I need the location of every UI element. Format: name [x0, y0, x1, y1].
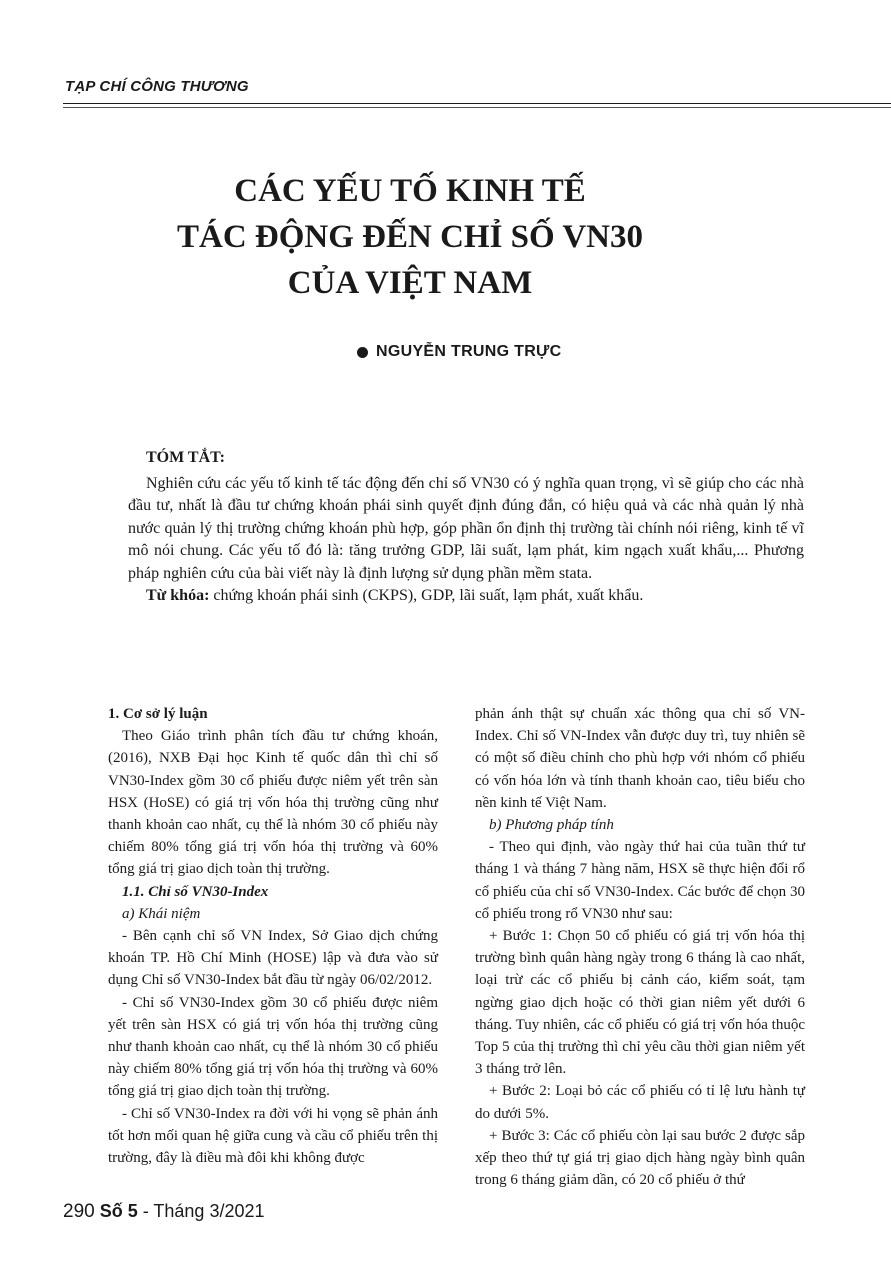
subsection-b-heading: b) Phương pháp tính: [489, 817, 614, 834]
paragraph: + Bước 3: Các cổ phiếu còn lại sau bước 2 được sắp xếp theo thứ tự giá trị giao dịch hàng ngày bình quân trong 6 tháng giảm dần, có 20 cổ phiếu ở thứ: [475, 1127, 805, 1189]
abstract-heading: TÓM TẮT:: [146, 449, 225, 466]
keywords-label: Từ khóa:: [146, 587, 210, 604]
page-number: 290: [63, 1201, 95, 1222]
paragraph: Theo Giáo trình phân tích đầu tư chứng khoán, (2016), NXB Đại học Kinh tế quốc dân thì chỉ số VN30-Index gồm 30 cổ phiếu được niêm yết trên sàn HSX (HoSE) có giá trị vốn hóa thị trường cũng như thanh khoản cao nhất, cụ thể là nhóm 30 cổ phiếu này chiếm 80% tổng giá trị vốn hóa thị trường và 60% tổng giá trị giao dịch toàn thị trường.: [108, 728, 438, 878]
title-line-1: CÁC YẾU TỐ KINH TẾ: [234, 173, 586, 209]
abstract: [128, 447, 804, 608]
bullet-icon: [357, 347, 368, 358]
subsection-a-heading: a) Khái niệm: [122, 905, 201, 922]
paragraph: + Bước 1: Chọn 50 cổ phiếu có giá trị vốn hóa thị trường bình quân hàng ngày trong 6 tháng là cao nhất, loại trừ các cổ phiếu bị cảnh cáo, kiểm soát, tạm ngừng giao dịch hoặc có thời gian niêm yết dưới 6 tháng. Tuy nhiên, các cổ phiếu có giá trị vốn hóa thuộc Top 5 của thị trường thì chỉ yêu cầu thời gian niêm yết 3 tháng trở lên.: [475, 928, 805, 1078]
issue-number: Số 5: [99, 1201, 138, 1221]
section-heading: 1. Cơ sở lý luận: [108, 706, 208, 722]
title-line-2: TÁC ĐỘNG ĐẾN CHỈ SỐ VN30: [176, 219, 644, 255]
paragraph: - Theo qui định, vào ngày thứ hai của tuần thứ tư tháng 1 và tháng 7 hàng năm, HSX sẽ thực hiện đổi rổ cổ phiếu của chỉ số VN30-Index. Các bước để chọn 30 cổ phiếu trong rổ VN30 như sau:: [475, 839, 805, 922]
paragraph: - Chỉ số VN30-Index gồm 30 cổ phiếu được niêm yết trên sàn HSX có giá trị vốn hóa thị trường cũng như thanh khoản cao nhất, cụ thể là nhóm 30 cổ phiếu này chiếm 80% tổng giá trị vốn hóa thị trường và 60% tổng giá trị giao dịch toàn thị trường.: [108, 994, 438, 1100]
issue-date: - Tháng 3/2021: [137, 1201, 265, 1221]
header-rule-thin: [63, 107, 891, 108]
author-name: NGUYỄN TRUNG TRỰC: [376, 343, 562, 360]
left-column: [108, 703, 438, 1169]
paragraph: + Bước 2: Loại bỏ các cổ phiếu có tỉ lệ lưu hành tự do dưới 5%.: [475, 1083, 805, 1122]
article-title: [110, 168, 710, 306]
subsection-heading: 1.1. Chỉ số VN30-Index: [122, 883, 269, 900]
journal-name: TẠP CHÍ CÔNG THƯƠNG: [65, 78, 249, 95]
page-footer: [63, 1201, 265, 1223]
header-rule: [63, 103, 891, 104]
paragraph: - Chỉ số VN30-Index ra đời với hi vọng sẽ phản ánh tốt hơn mối quan hệ giữa cung và cầu cổ phiếu trên thị trường, đây là điều mà đôi khi không được: [108, 1105, 438, 1167]
paragraph: - Bên cạnh chỉ số VN Index, Sở Giao dịch chứng khoán TP. Hồ Chí Minh (HOSE) lập và đưa vào sử dụng Chỉ số VN30-Index bắt đầu từ ngày 06/02/2012.: [108, 928, 438, 989]
right-column: [475, 703, 805, 1191]
paragraph: phản ánh thật sự chuẩn xác thông qua chỉ số VN-Index. Chỉ số VN-Index vẫn được duy trì, tuy nhiên sẽ có một số điều chỉnh cho phù hợp với nhóm cổ phiếu có vốn hóa lớn và tính thanh khoản cao, tiêu biểu cho nền kinh tế Việt Nam.: [475, 706, 805, 811]
title-line-3: CỦA VIỆT NAM: [287, 265, 533, 301]
keywords-text: chứng khoán phái sinh (CKPS), GDP, lãi suất, lạm phát, xuất khẩu.: [213, 587, 644, 604]
keywords: [128, 585, 804, 608]
author-line: [357, 343, 561, 361]
abstract-text: Nghiên cứu các yếu tố kinh tế tác động đến chỉ số VN30 có ý nghĩa quan trọng, vì sẽ giúp cho các nhà đầu tư, nhất là đầu tư chứng khoán phái sinh quyết định đúng đắn, có hiệu quả và các nhà quản lý nhà nước quản lý thị trường chứng khoán phù hợp, góp phần ổn định thị trường tài chính nói riêng, kinh tế vĩ mô nói chung. Các yếu tố đó là: tăng trưởng GDP, lãi suất, lạm phát, kim ngạch xuất khẩu,... Phương pháp nghiên cứu của bài viết này là định lượng sử dụng phần mềm stata.: [128, 474, 804, 582]
